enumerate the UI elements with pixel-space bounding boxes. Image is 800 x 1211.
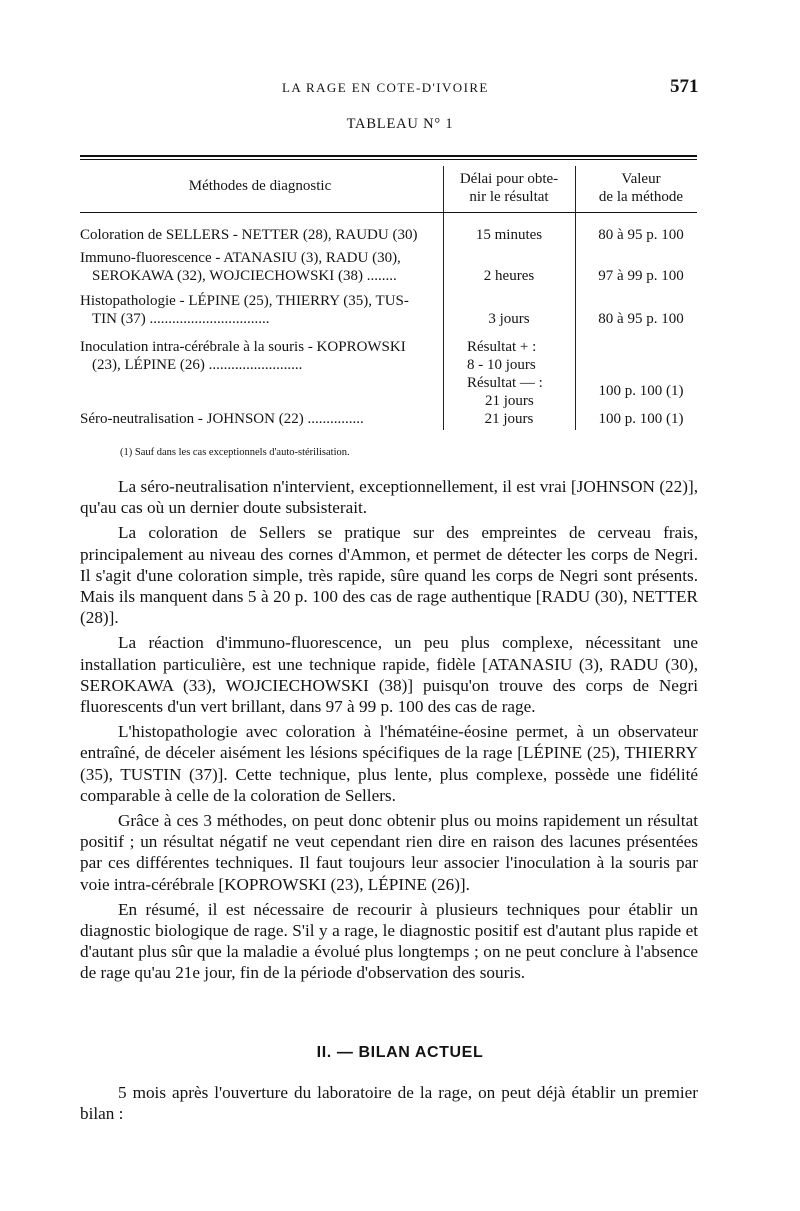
column-header-delay-line: Délai pour obte- — [459, 171, 559, 187]
table-column-divider — [443, 166, 444, 430]
table-top-rule-thin — [80, 159, 697, 160]
table-row-method — [80, 249, 435, 285]
method-line: TIN (37) ................................ — [92, 311, 270, 327]
method-line: Histopathologie - LÉPINE (25), THIERRY (35), TUS- — [80, 293, 409, 309]
table-row-delay — [445, 267, 573, 285]
table-row-method — [80, 410, 435, 428]
table-row-value: 100 p. 100 (1) — [598, 411, 684, 427]
method-line: Coloration de SELLERS - NETTER (28), RAUDU (30) — [80, 227, 418, 243]
delay-line: 21 jours — [484, 411, 534, 427]
column-header-delay-line: nir le résultat — [469, 189, 549, 205]
delay-line: 3 jours — [488, 311, 530, 327]
method-line: Séro-neutralisation - JOHNSON (22) ............... — [80, 411, 364, 427]
column-header-value — [577, 170, 705, 206]
table-top-rule — [80, 155, 697, 157]
paragraph: 5 mois après l'ouverture du laboratoire de la rage, on peut déjà établir un premier bilan : — [80, 1083, 698, 1124]
table-column-divider — [575, 166, 576, 430]
delay-line: 8 - 10 jours — [467, 357, 536, 373]
method-line: (23), LÉPINE (26) ......................... — [92, 357, 303, 373]
running-title: LA RAGE EN COTE-D'IVOIRE — [282, 80, 489, 95]
column-header-value-line: de la méthode — [598, 189, 684, 205]
delay-line: Résultat + : — [467, 339, 537, 355]
table-footnote: (1) Sauf dans les cas exceptionnels d'auto-stérilisation. — [120, 447, 350, 458]
section-text — [80, 1082, 698, 1124]
paragraph: En résumé, il est nécessaire de recourir à plusieurs techniques pour établir un diagnostic biologique de rage. S'il y a rage, le diagnostic positif est d'autant plus rapide et d'autant plus sûr que la maladie a évolué plus longtemps ; on ne peut conclure à l'absence de rage qu'au 21e jour, fin de la période d'observation des souris. — [80, 899, 698, 983]
table-row-value: 100 p. 100 (1) — [598, 383, 684, 399]
delay-line: 15 minutes — [475, 227, 543, 243]
table-header-rule — [80, 212, 697, 213]
column-header-value-line: Valeur — [621, 171, 661, 187]
method-line: Immuno-fluorescence - ATANASIU (3), RADU (30), — [80, 250, 401, 266]
body-text — [80, 476, 698, 988]
table-row-delay — [445, 410, 573, 428]
table-row-delay — [445, 226, 573, 244]
column-header-methods: Méthodes de diagnostic — [188, 178, 332, 194]
table-row-value: 97 à 99 p. 100 — [598, 268, 684, 284]
paragraph: L'histopathologie avec coloration à l'hématéine-éosine permet, à un observateur entraîné, de déceler aisément les lésions spécifiques de la rage [LÉPINE (25), THIERRY (35), TUSTIN (37)]. Cette technique, plus lente, plus complexe, possède une fidélité comparable à celle de la coloration de Sellers. — [80, 722, 698, 805]
paragraph: La coloration de Sellers se pratique sur des empreintes de cerveau frais, principalement au niveau des cornes d'Ammon, et permet de détecter les corps de Negri. Il s'agit d'une coloration simple, très rapide, sûre quand les corps de Negri sont présents. Mais ils manquent dans 5 à 20 p. 100 des cas de rage authentique [RADU (30), NETTER (28)]. — [80, 523, 698, 628]
table-row-method — [80, 338, 435, 374]
method-line: Inoculation intra-cérébrale à la souris - KOPROWSKI — [80, 339, 406, 355]
table-row-method — [80, 226, 435, 244]
table-row-method — [80, 292, 435, 328]
column-header-delay — [445, 170, 573, 206]
delay-line: Résultat — : — [467, 375, 543, 391]
table-row-value: 80 à 95 p. 100 — [598, 227, 684, 243]
method-line: SEROKAWA (32), WOJCIECHOWSKI (38) ........ — [92, 268, 397, 284]
table-row-delay — [445, 310, 573, 328]
delay-line: 2 heures — [483, 268, 535, 284]
paragraph: Grâce à ces 3 méthodes, on peut donc obtenir plus ou moins rapidement un résultat positif ; un résultat négatif ne veut cependant rien dire en raison des lacunes présentées par ces différentes techniques. Il faut toujours leur associer l'inoculation à la souris par voie intra-cérébrale [KOPROWSKI (23), LÉPINE (26)]. — [80, 811, 698, 894]
page-header — [0, 76, 800, 102]
paragraph: La séro-neutralisation n'intervient, exceptionnellement, il est vrai [JOHNSON (22)], qu'au cas où un dernier doute subsisterait. — [80, 477, 698, 518]
table-title: TABLEAU N° 1 — [346, 116, 454, 132]
delay-line: 21 jours — [485, 393, 534, 409]
table-row-delay — [445, 338, 573, 410]
page-number: 571 — [670, 76, 699, 97]
table-row-value: 80 à 95 p. 100 — [598, 311, 684, 327]
section-heading: II. — BILAN ACTUEL — [316, 1044, 484, 1061]
paragraph: La réaction d'immuno-fluorescence, un peu plus complexe, nécessitant une installation particulière, est une technique rapide, fidèle [ATANASIU (3), RADU (30), SEROKAWA (33), WOJCIECHOWSKI (38)] puisqu'on trouve des corps de Negri fluorescents d'un vert brillant, dans 97 à 99 p. 100 des cas de rage. — [80, 633, 698, 717]
